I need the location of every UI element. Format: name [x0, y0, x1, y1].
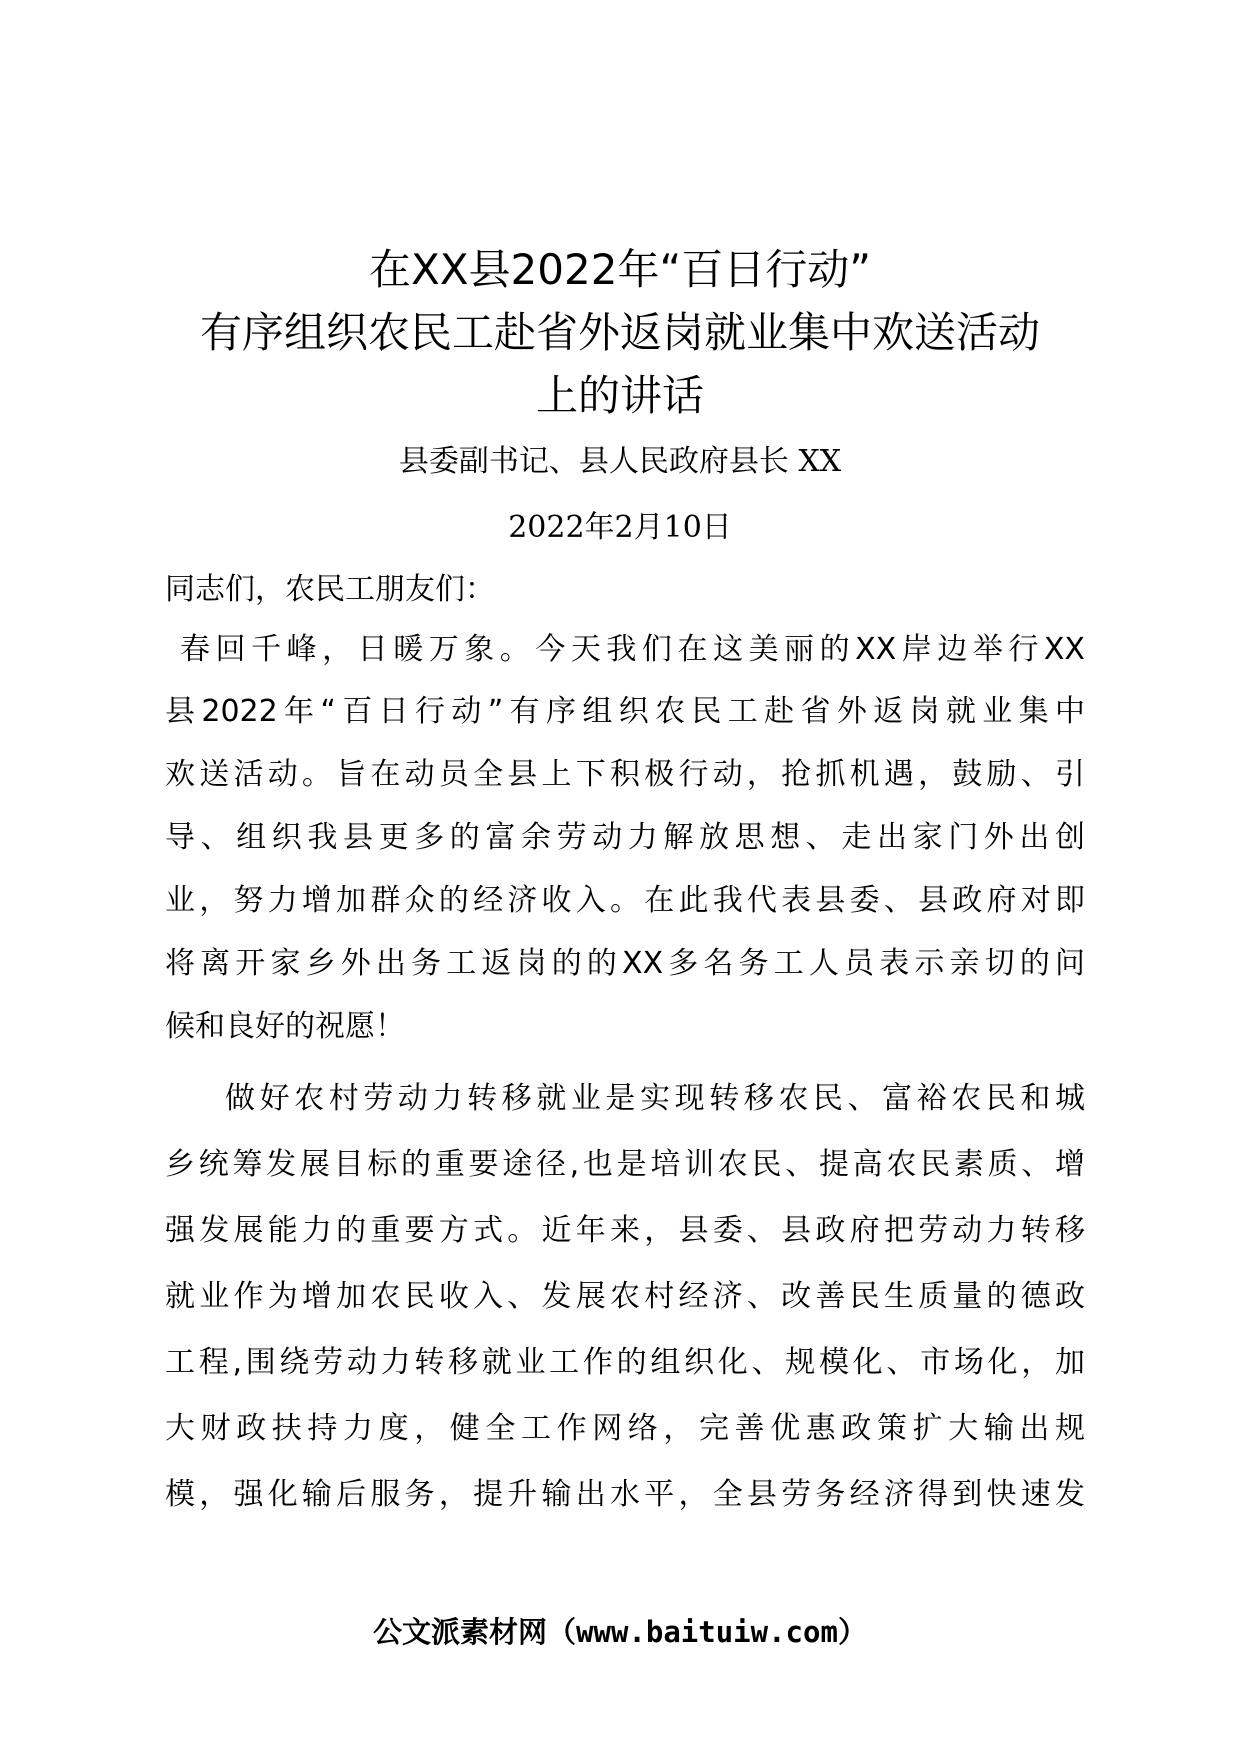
paragraph-line: 业，努力增加群众的经济收入。在此我代表县委、县政府对即 [165, 883, 1085, 918]
title-line-2: 有序组织农民工赴省外返岗就业集中欢送活动 [199, 308, 1040, 357]
date-line: 2022年2月10日 [508, 510, 732, 545]
paragraph-line: 将离开家乡外出务工返岗的的XX多名务工人员表示亲切的问 [165, 946, 1085, 981]
paragraph-line: 春回千峰，日暖万象。今天我们在这美丽的XX岸边举行XX [180, 632, 1085, 667]
title-line-1: 在XX县2022年“百日行动” [369, 245, 871, 294]
paragraph-line: 候和良好的祝愿！ [165, 1009, 405, 1044]
paragraph-line: 乡统筹发展目标的重要途径,也是培训农民、提高农民素质、增 [165, 1147, 1085, 1182]
paragraph-line: 欢送活动。旨在动员全县上下积极行动，抢抓机遇，鼓励、引 [165, 757, 1085, 792]
author-line: 县委副书记、县人民政府县长 XX [398, 444, 842, 479]
paragraph-line: 模，强化输后服务，提升输出水平，全县劳务经济得到快速发 [165, 1477, 1085, 1512]
paragraph-line: 做好农村劳动力转移就业是实现转移农民、富裕农民和城 [225, 1081, 1085, 1116]
paragraph-line: 就业作为增加农民收入、发展农村经济、改善民生质量的德政 [165, 1279, 1085, 1314]
paragraph-line: 大财政扶持力度，健全工作网络，完善优惠政策扩大输出规 [165, 1411, 1085, 1446]
footer-source: 公文派素材网（www.baituiw.com） [373, 1615, 867, 1649]
title-line-3: 上的讲话 [535, 371, 704, 420]
paragraph-line: 强发展能力的重要方式。近年来，县委、县政府把劳动力转移 [165, 1213, 1085, 1248]
paragraph-line: 导、组织我县更多的富余劳动力解放思想、走出家门外出创 [165, 820, 1085, 855]
paragraph-line: 工程,围绕劳动力转移就业工作的组织化、规模化、市场化，加 [165, 1345, 1085, 1380]
salutation: 同志们，农民工朋友们： [165, 572, 495, 607]
paragraph-line: 县2022年“百日行动”有序组织农民工赴省外返岗就业集中 [165, 694, 1085, 729]
